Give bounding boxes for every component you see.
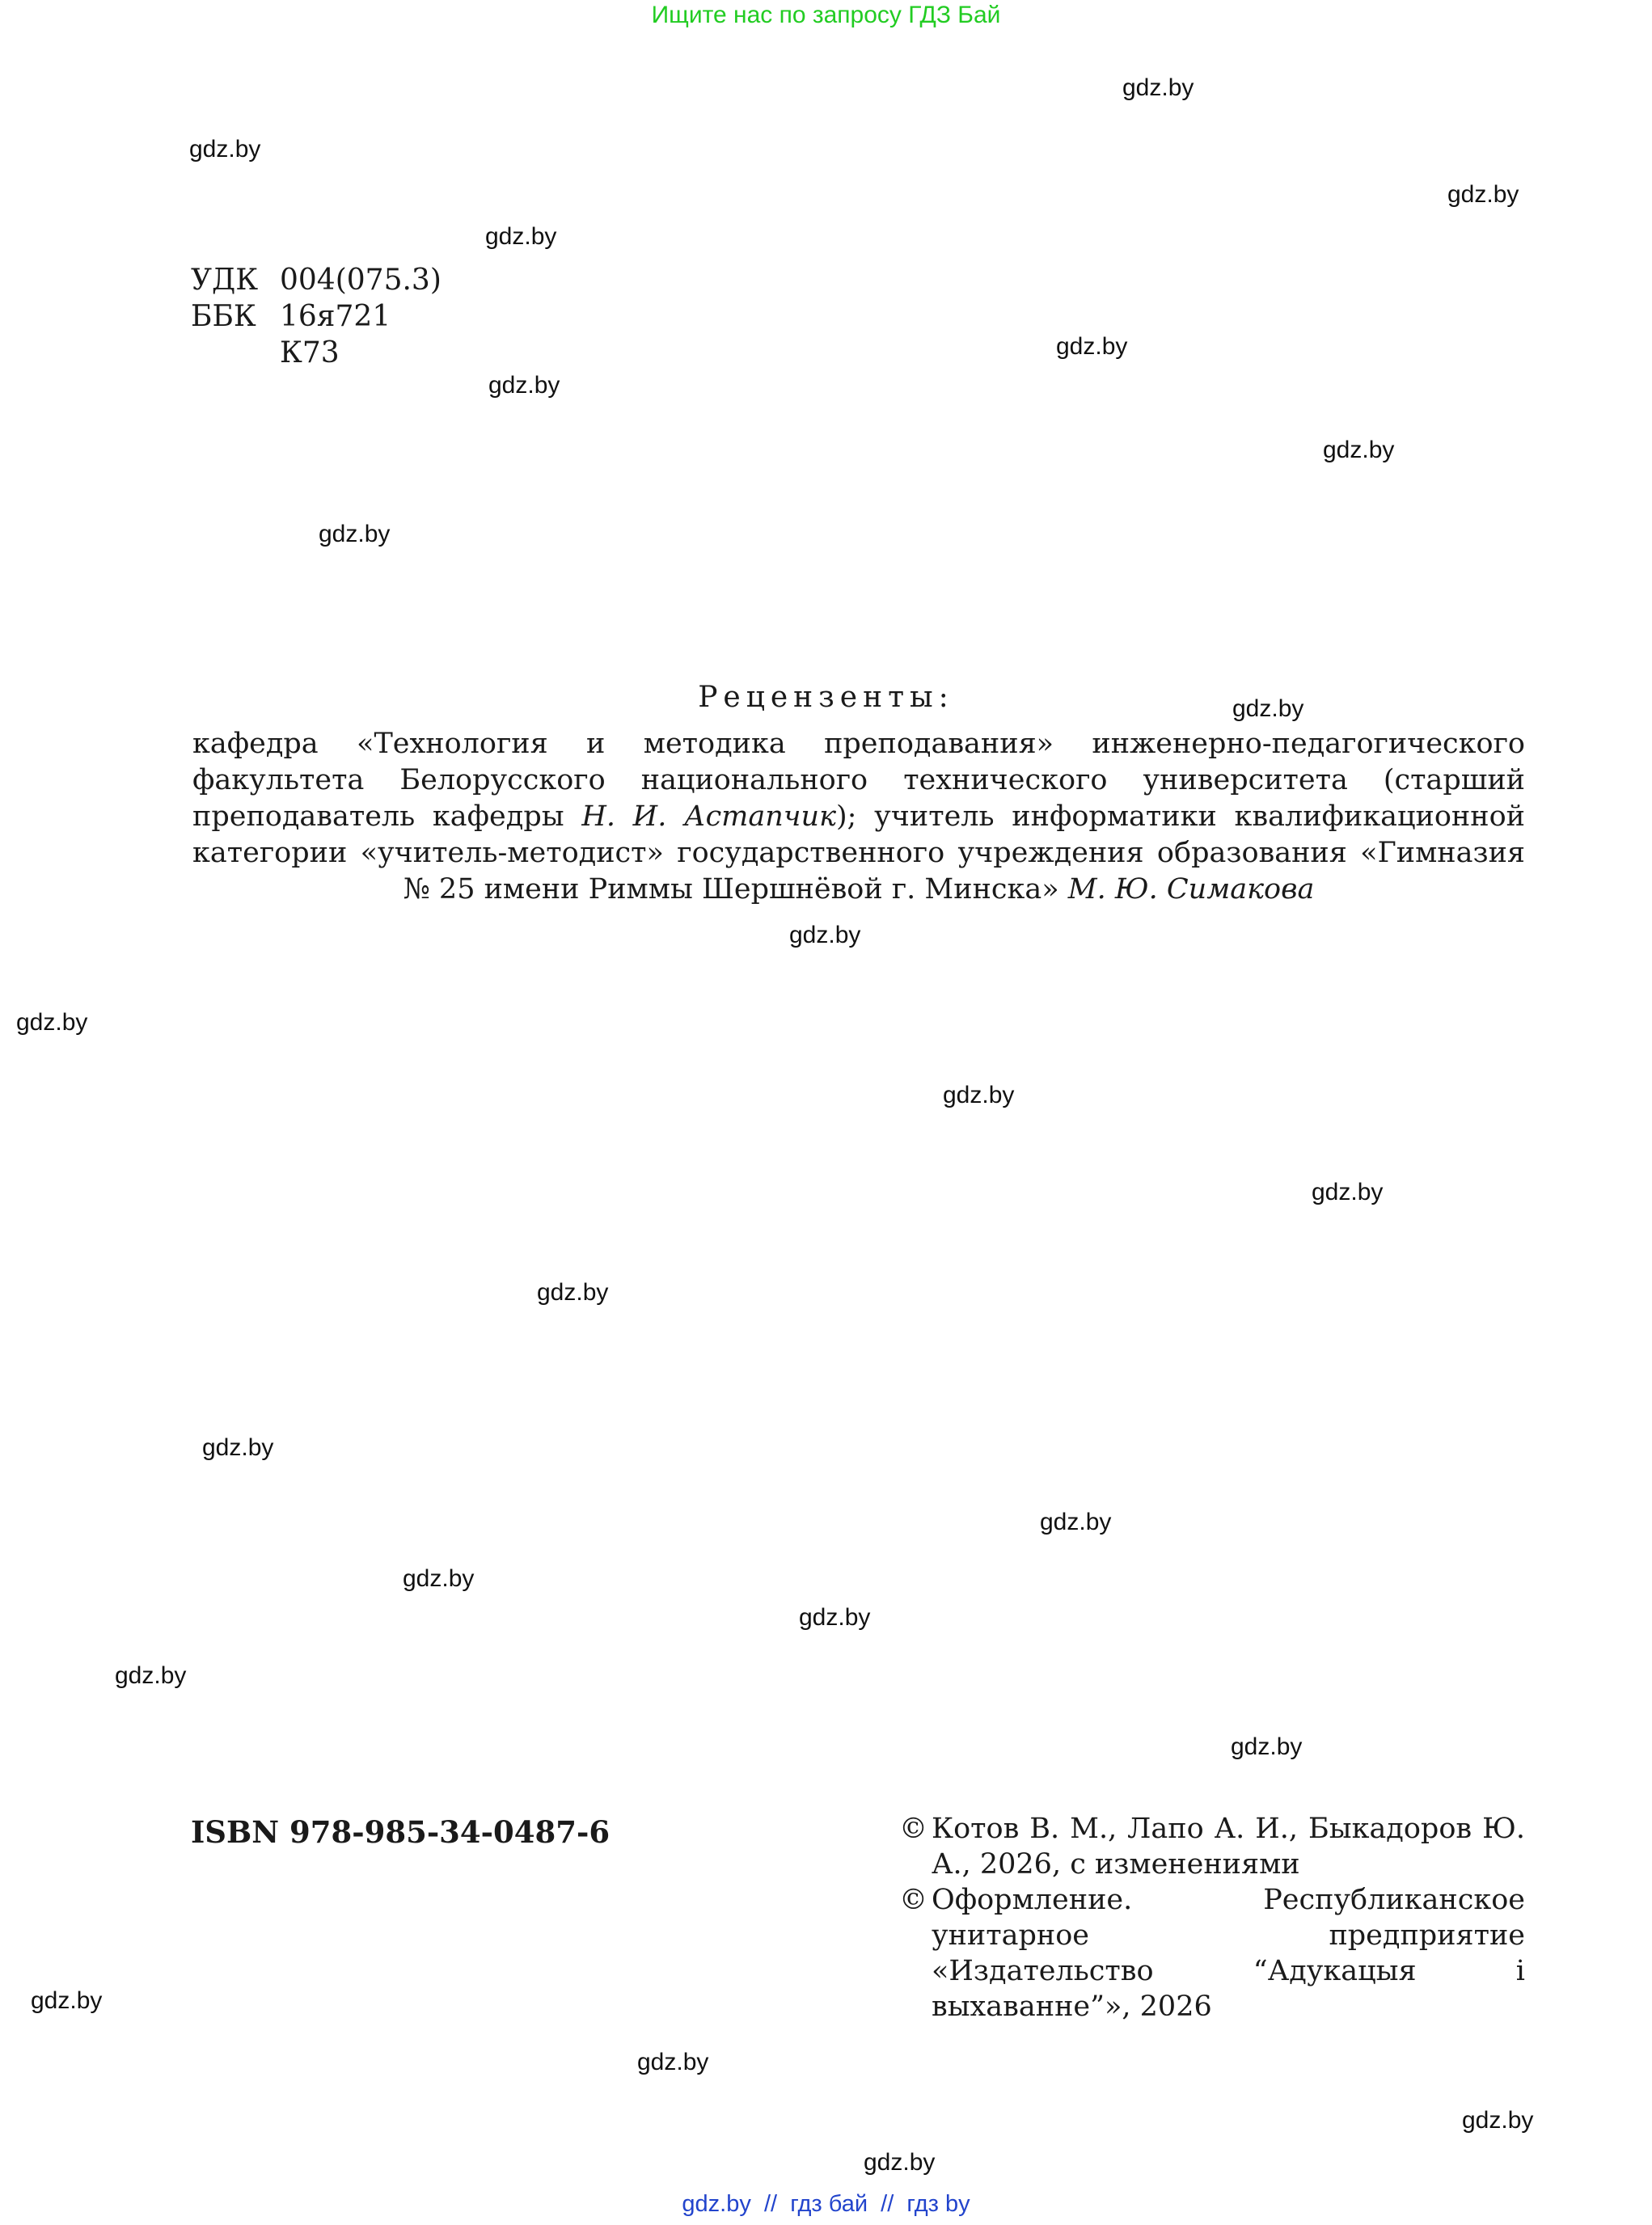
udk-row xyxy=(191,262,442,298)
bbk-value: 16я721 xyxy=(280,300,391,333)
watermark: gdz.by xyxy=(637,2049,709,2075)
udk-key: УДК xyxy=(191,264,259,297)
watermark: gdz.by xyxy=(1231,1733,1303,1760)
reviewers-text-part: ); учитель информатики квалификационной категории «учитель-методист» государственного учреждения образования «Гимназия № 25 имени Риммы Шершнёвой г. Минска» xyxy=(192,800,1525,906)
copyright-block xyxy=(899,1811,1525,2024)
watermark: gdz.by xyxy=(319,521,391,547)
watermark: gdz.by xyxy=(1312,1179,1384,1205)
watermark: gdz.by xyxy=(202,1434,274,1461)
watermark: gdz.by xyxy=(488,372,560,399)
bbk-row xyxy=(191,298,442,335)
watermark: gdz.by xyxy=(16,1009,88,1036)
watermark: gdz.by xyxy=(1323,437,1395,463)
isbn: ISBN 978-985-34-0487-6 xyxy=(191,1814,611,1850)
copyright-entry xyxy=(899,1811,1525,1882)
watermark: gdz.by xyxy=(1056,333,1128,360)
watermark: gdz.by xyxy=(115,1662,187,1689)
watermark: gdz.by xyxy=(799,1604,871,1631)
watermark: gdz.by xyxy=(1122,74,1194,101)
footer-links xyxy=(0,2191,1652,2218)
watermark: gdz.by xyxy=(485,223,557,250)
watermark: gdz.by xyxy=(403,1565,475,1592)
copyright-symbol: © xyxy=(899,1884,927,1916)
reviewer-name: Н. И. Астапчик xyxy=(581,800,836,833)
footer-separator: // xyxy=(881,2191,894,2217)
top-banner: Ищите нас по запросу ГДЗ Бай xyxy=(651,2,1001,28)
udk-value: 004(075.3) xyxy=(280,264,442,297)
watermark: gdz.by xyxy=(1447,181,1519,208)
reviewers-text-part: кафедра «Технология и методика преподавания» инженерно-педагогического факультета Белорусского национального технического университета (старший преподаватель кафедры xyxy=(192,728,1525,833)
footer-link-gdz-bai[interactable]: гдз бай xyxy=(790,2191,868,2217)
watermark: gdz.by xyxy=(1040,1509,1112,1535)
footer-link-gdz-by[interactable]: gdz.by xyxy=(682,2191,751,2217)
copyright-text: Оформление. Республиканское унитарное предприятие «Издательство “Адукацыя і выхаванне”», 2026 xyxy=(932,1884,1525,2023)
watermark: gdz.by xyxy=(189,136,261,163)
watermark: gdz.by xyxy=(789,922,861,948)
reviewers-text xyxy=(192,726,1525,908)
author-mark-row xyxy=(191,335,442,371)
author-mark: К73 xyxy=(280,336,340,369)
watermark: gdz.by xyxy=(1232,695,1304,722)
footer-separator: // xyxy=(763,2191,778,2217)
watermark: gdz.by xyxy=(864,2149,936,2176)
watermark: gdz.by xyxy=(943,1082,1015,1108)
copyright-symbol: © xyxy=(899,1813,927,1845)
reviewers-title: Рецензенты: xyxy=(698,681,954,714)
classification-block xyxy=(191,262,442,371)
watermark: gdz.by xyxy=(1462,2107,1534,2134)
watermark: gdz.by xyxy=(31,1987,103,2014)
watermark: gdz.by xyxy=(537,1279,609,1306)
copyright-entry xyxy=(899,1882,1525,2024)
bbk-key: ББК xyxy=(191,300,256,333)
footer-link-gdz-by-2[interactable]: гдз by xyxy=(906,2191,970,2217)
reviewer-name: М. Ю. Симакова xyxy=(1067,873,1315,906)
copyright-text: Котов В. М., Лапо А. И., Быкадоров Ю. А., 2026, с изменениями xyxy=(932,1813,1525,1881)
